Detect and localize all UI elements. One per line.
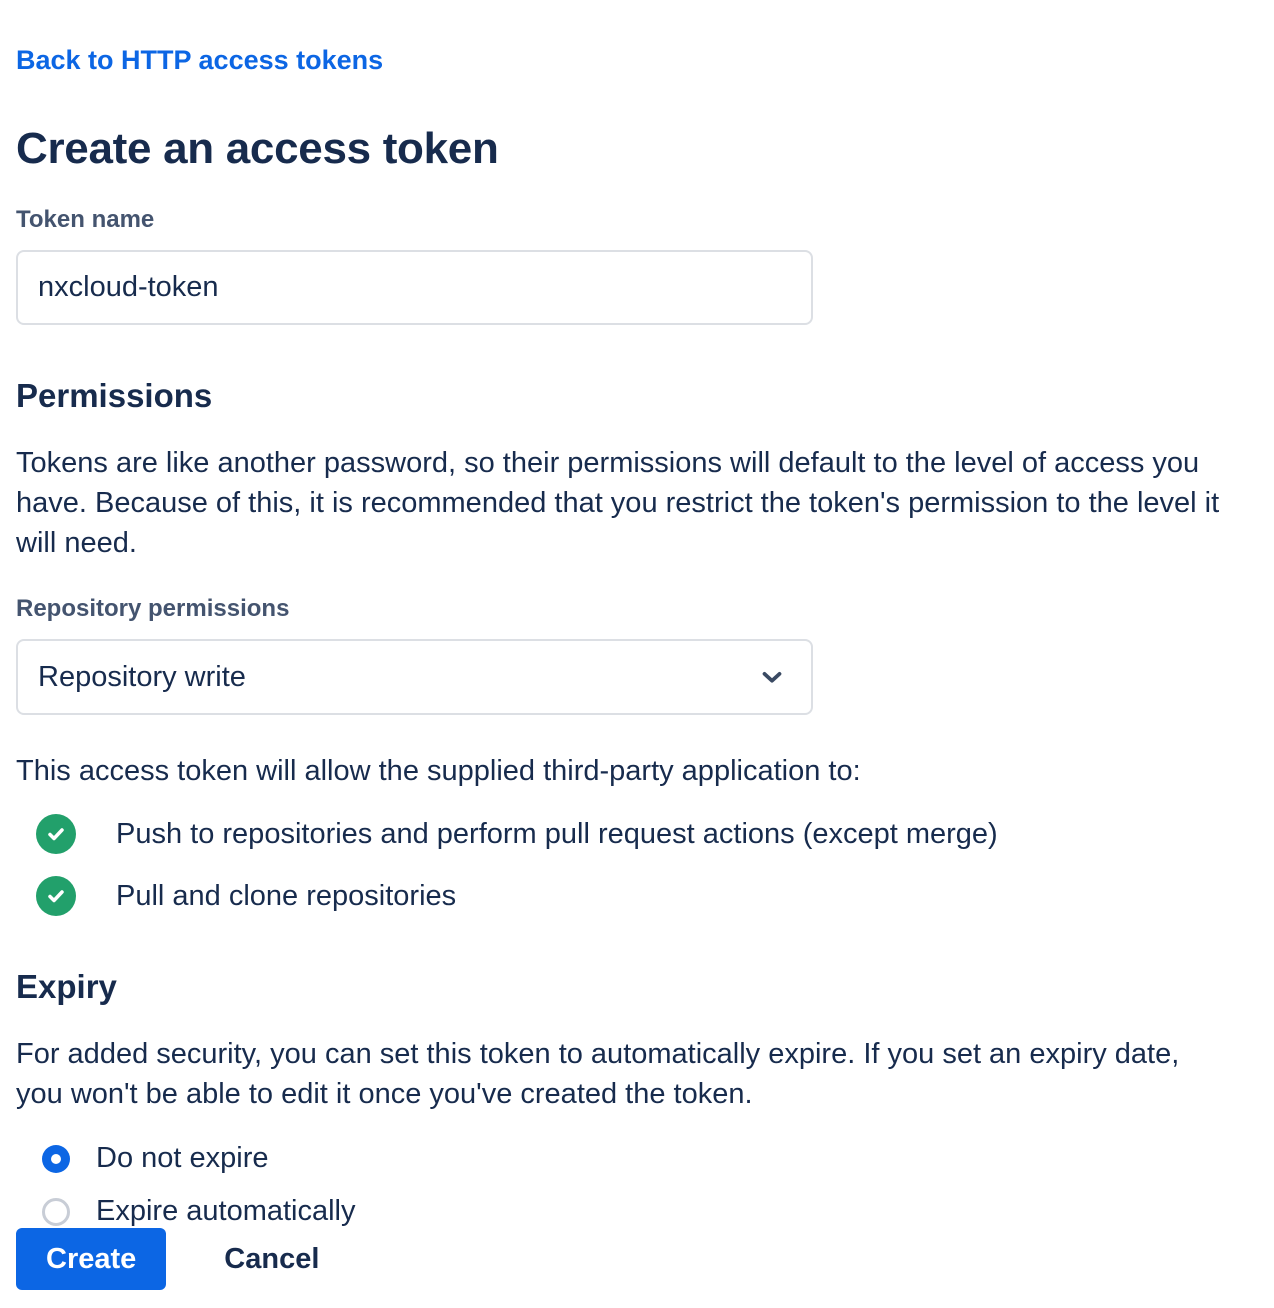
create-button[interactable]: Create: [16, 1228, 166, 1290]
form-actions: [16, 1228, 335, 1290]
radio-expire-automatically[interactable]: [42, 1195, 1258, 1228]
check-icon: [36, 876, 76, 916]
cancel-button[interactable]: Cancel: [208, 1228, 335, 1290]
expiry-radio-group: [16, 1142, 1258, 1228]
radio-button-icon[interactable]: [42, 1145, 70, 1173]
repository-permissions-select[interactable]: [16, 639, 813, 715]
capability-text-pull: Pull and clone repositories: [116, 879, 457, 912]
expiry-heading: Expiry: [16, 968, 117, 1006]
token-name-label: Token name: [16, 206, 155, 234]
permissions-heading: Permissions: [16, 377, 213, 415]
permissions-description: Tokens are like another password, so their permissions will default to the level of access you have. Because of this, it is recommended that you restrict the token's permission to the level it will need.: [16, 447, 1220, 560]
back-to-http-access-tokens-link[interactable]: Back to HTTP access tokens: [16, 45, 384, 75]
check-icon: [36, 814, 76, 854]
repository-permissions-label: Repository permissions: [16, 595, 290, 623]
allow-intro-text: This access token will allow the supplied third-party application to:: [16, 755, 861, 788]
radio-do-not-expire[interactable]: [42, 1142, 1258, 1175]
radio-label-do-not-expire: Do not expire: [96, 1142, 269, 1175]
capability-text-push: Push to repositories and perform pull request actions (except merge): [116, 817, 998, 850]
capability-row-pull: [36, 876, 1258, 916]
repository-permissions-selected-value: Repository write: [38, 660, 246, 693]
capability-list: [16, 814, 1258, 916]
radio-label-expire-automatically: Expire automatically: [96, 1195, 356, 1228]
page-title: Create an access token: [16, 124, 499, 174]
radio-button-icon[interactable]: [42, 1198, 70, 1226]
expiry-description: For added security, you can set this token to automatically expire. If you set an expiry date, you won't be able to edit it once you've created the token.: [16, 1038, 1180, 1111]
chevron-down-icon: [757, 662, 787, 692]
token-name-input[interactable]: [16, 250, 813, 325]
capability-row-push: [36, 814, 1258, 854]
